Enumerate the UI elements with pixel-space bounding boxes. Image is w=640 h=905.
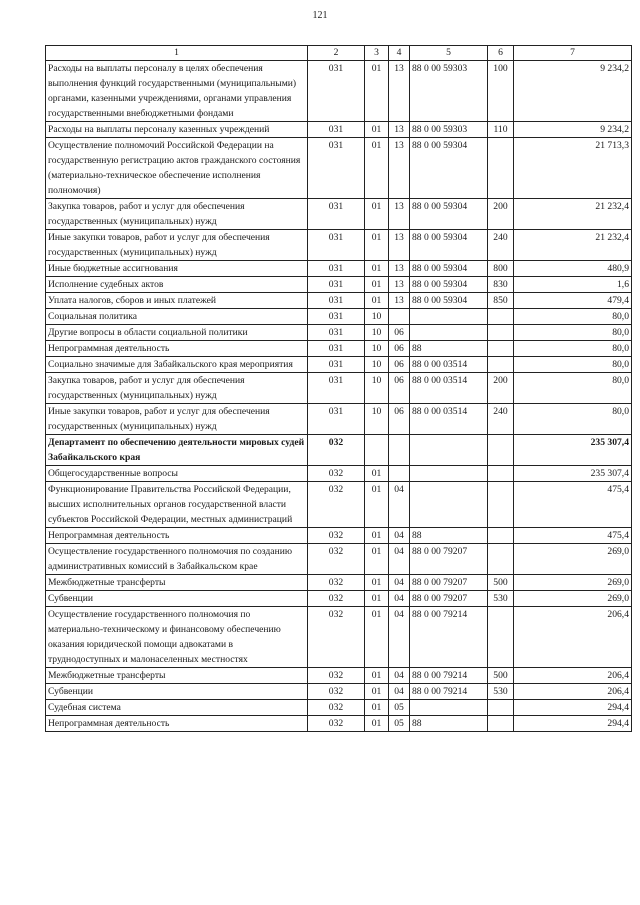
expense-type-cell [488, 700, 514, 716]
amount-cell: 80,0 [514, 325, 632, 341]
row-name-cell: Расходы на выплаты персоналу казенных учреждений [46, 122, 308, 138]
expense-type-cell: 200 [488, 373, 514, 404]
subsection-code-cell: 13 [389, 230, 410, 261]
amount-cell: 80,0 [514, 309, 632, 325]
target-article-cell: 88 0 00 03514 [410, 373, 488, 404]
table-row [46, 404, 632, 435]
table-row [46, 700, 632, 716]
column-header: 7 [514, 46, 632, 61]
page-number: 121 [312, 10, 328, 21]
table-body [46, 61, 632, 732]
table-row [46, 528, 632, 544]
ministry-code-cell: 032 [308, 591, 365, 607]
subsection-code-cell [389, 435, 410, 466]
ministry-code-cell: 032 [308, 575, 365, 591]
target-article-cell: 88 0 00 59304 [410, 199, 488, 230]
amount-cell: 206,4 [514, 684, 632, 700]
table-row [46, 544, 632, 575]
section-code-cell: 01 [365, 668, 389, 684]
ministry-code-cell: 032 [308, 716, 365, 732]
expense-type-cell [488, 466, 514, 482]
row-name-cell: Осуществление полномочий Российской Федерации на государственную регистрацию актов гражданского состояния (материально-техническое обеспечение исполнения полномочия) [46, 138, 308, 199]
amount-cell: 479,4 [514, 293, 632, 309]
target-article-cell: 88 0 00 59303 [410, 122, 488, 138]
amount-cell: 269,0 [514, 544, 632, 575]
ministry-code-cell: 031 [308, 373, 365, 404]
ministry-code-cell: 031 [308, 61, 365, 122]
subsection-code-cell: 05 [389, 716, 410, 732]
column-header: 3 [365, 46, 389, 61]
subsection-code-cell: 13 [389, 199, 410, 230]
column-header: 2 [308, 46, 365, 61]
row-name-cell: Субвенции [46, 684, 308, 700]
target-article-cell [410, 466, 488, 482]
table-row [46, 325, 632, 341]
table-row [46, 309, 632, 325]
row-name-cell: Социальная политика [46, 309, 308, 325]
expense-type-cell [488, 607, 514, 668]
section-code-cell: 01 [365, 482, 389, 528]
row-name-cell: Осуществление государственного полномочия по созданию административных комиссий в Забайкальском крае [46, 544, 308, 575]
ministry-code-cell: 031 [308, 325, 365, 341]
amount-cell: 80,0 [514, 404, 632, 435]
section-code-cell: 01 [365, 138, 389, 199]
table-row [46, 668, 632, 684]
ministry-code-cell: 032 [308, 435, 365, 466]
row-name-cell: Судебная система [46, 700, 308, 716]
column-header: 6 [488, 46, 514, 61]
table-row [46, 575, 632, 591]
amount-cell: 294,4 [514, 700, 632, 716]
ministry-code-cell: 031 [308, 261, 365, 277]
section-code-cell: 10 [365, 341, 389, 357]
amount-cell: 480,9 [514, 261, 632, 277]
subsection-code-cell: 06 [389, 404, 410, 435]
subsection-code-cell: 13 [389, 138, 410, 199]
target-article-cell: 88 0 00 79214 [410, 668, 488, 684]
table-row [46, 261, 632, 277]
table-row [46, 482, 632, 528]
amount-cell: 475,4 [514, 482, 632, 528]
row-name-cell: Субвенции [46, 591, 308, 607]
expense-type-cell [488, 341, 514, 357]
subsection-code-cell: 05 [389, 700, 410, 716]
target-article-cell: 88 0 00 79207 [410, 544, 488, 575]
section-code-cell: 01 [365, 230, 389, 261]
ministry-code-cell: 031 [308, 404, 365, 435]
row-name-cell: Иные бюджетные ассигнования [46, 261, 308, 277]
subsection-code-cell: 04 [389, 684, 410, 700]
expense-type-cell: 500 [488, 668, 514, 684]
table-row [46, 591, 632, 607]
target-article-cell: 88 0 00 79214 [410, 684, 488, 700]
expense-type-cell [488, 138, 514, 199]
section-code-cell: 01 [365, 684, 389, 700]
row-name-cell: Непрограммная деятельность [46, 716, 308, 732]
section-code-cell: 01 [365, 293, 389, 309]
subsection-code-cell: 13 [389, 261, 410, 277]
subsection-code-cell: 06 [389, 341, 410, 357]
ministry-code-cell: 032 [308, 466, 365, 482]
target-article-cell: 88 0 00 59304 [410, 261, 488, 277]
expense-type-cell [488, 482, 514, 528]
subsection-code-cell: 13 [389, 61, 410, 122]
subsection-code-cell [389, 309, 410, 325]
target-article-cell: 88 [410, 528, 488, 544]
row-name-cell: Иные закупки товаров, работ и услуг для обеспечения государственных (муниципальных) нужд [46, 230, 308, 261]
section-code-cell: 10 [365, 404, 389, 435]
section-code-cell: 01 [365, 575, 389, 591]
target-article-cell: 88 0 00 59303 [410, 61, 488, 122]
ministry-code-cell: 032 [308, 528, 365, 544]
row-name-cell: Непрограммная деятельность [46, 341, 308, 357]
table-row [46, 435, 632, 466]
expense-type-cell [488, 325, 514, 341]
section-code-cell: 01 [365, 261, 389, 277]
section-code-cell: 10 [365, 325, 389, 341]
amount-cell: 1,6 [514, 277, 632, 293]
subsection-code-cell: 06 [389, 373, 410, 404]
ministry-code-cell: 031 [308, 341, 365, 357]
row-name-cell: Закупка товаров, работ и услуг для обеспечения государственных (муниципальных) нужд [46, 373, 308, 404]
section-code-cell: 01 [365, 277, 389, 293]
subsection-code-cell: 04 [389, 544, 410, 575]
row-name-cell: Функционирование Правительства Российской Федерации, высших исполнительных органов государственной власти субъектов Российской Федерации, местных администраций [46, 482, 308, 528]
section-code-cell: 01 [365, 700, 389, 716]
expense-type-cell: 850 [488, 293, 514, 309]
amount-cell: 269,0 [514, 575, 632, 591]
column-header: 4 [389, 46, 410, 61]
ministry-code-cell: 032 [308, 668, 365, 684]
table-row [46, 293, 632, 309]
target-article-cell: 88 0 00 79214 [410, 607, 488, 668]
expense-type-cell: 100 [488, 61, 514, 122]
section-code-cell: 01 [365, 61, 389, 122]
target-article-cell [410, 435, 488, 466]
ministry-code-cell: 031 [308, 357, 365, 373]
row-name-cell: Расходы на выплаты персоналу в целях обеспечения выполнения функций государственными (муниципальными) органами, казенными учреждениями, органами управления государственными внебюджетными фондами [46, 61, 308, 122]
table-row [46, 607, 632, 668]
expense-type-cell: 830 [488, 277, 514, 293]
ministry-code-cell: 032 [308, 684, 365, 700]
amount-cell: 294,4 [514, 716, 632, 732]
row-name-cell: Межбюджетные трансферты [46, 575, 308, 591]
target-article-cell: 88 0 00 79207 [410, 591, 488, 607]
amount-cell: 9 234,2 [514, 122, 632, 138]
subsection-code-cell: 13 [389, 122, 410, 138]
amount-cell: 235 307,4 [514, 435, 632, 466]
row-name-cell: Межбюджетные трансферты [46, 668, 308, 684]
section-code-cell: 01 [365, 122, 389, 138]
expense-type-cell: 200 [488, 199, 514, 230]
amount-cell: 9 234,2 [514, 61, 632, 122]
expense-type-cell: 240 [488, 404, 514, 435]
table-row [46, 684, 632, 700]
section-code-cell: 10 [365, 357, 389, 373]
subsection-code-cell: 13 [389, 277, 410, 293]
row-name-cell: Департамент по обеспечению деятельности мировых судей Забайкальского края [46, 435, 308, 466]
table-row [46, 466, 632, 482]
target-article-cell [410, 309, 488, 325]
row-name-cell: Осуществление государственного полномочия по материально-техническому и финансовому обеспечению оказания юридической помощи адвокатами в труднодоступных и малонаселенных местностях [46, 607, 308, 668]
amount-cell: 206,4 [514, 607, 632, 668]
amount-cell: 206,4 [514, 668, 632, 684]
amount-cell: 21 713,3 [514, 138, 632, 199]
section-code-cell: 01 [365, 607, 389, 668]
expense-type-cell [488, 357, 514, 373]
ministry-code-cell: 032 [308, 700, 365, 716]
column-number-row [46, 46, 632, 61]
table-row [46, 341, 632, 357]
subsection-code-cell: 04 [389, 668, 410, 684]
ministry-code-cell: 031 [308, 230, 365, 261]
row-name-cell: Уплата налогов, сборов и иных платежей [46, 293, 308, 309]
subsection-code-cell: 04 [389, 528, 410, 544]
subsection-code-cell: 06 [389, 325, 410, 341]
table-row [46, 277, 632, 293]
expense-type-cell [488, 544, 514, 575]
subsection-code-cell: 04 [389, 575, 410, 591]
ministry-code-cell: 031 [308, 309, 365, 325]
subsection-code-cell: 04 [389, 607, 410, 668]
amount-cell: 235 307,4 [514, 466, 632, 482]
expense-type-cell [488, 716, 514, 732]
table-row [46, 373, 632, 404]
row-name-cell: Другие вопросы в области социальной политики [46, 325, 308, 341]
row-name-cell: Исполнение судебных актов [46, 277, 308, 293]
table-row [46, 61, 632, 122]
expense-type-cell [488, 528, 514, 544]
target-article-cell: 88 0 00 59304 [410, 277, 488, 293]
section-code-cell: 01 [365, 591, 389, 607]
table-row [46, 357, 632, 373]
section-code-cell: 10 [365, 373, 389, 404]
subsection-code-cell: 04 [389, 591, 410, 607]
table-row [46, 138, 632, 199]
amount-cell: 80,0 [514, 357, 632, 373]
expense-type-cell [488, 435, 514, 466]
ministry-code-cell: 031 [308, 138, 365, 199]
ministry-code-cell: 031 [308, 293, 365, 309]
amount-cell: 80,0 [514, 341, 632, 357]
table-row [46, 122, 632, 138]
subsection-code-cell [389, 466, 410, 482]
section-code-cell: 01 [365, 466, 389, 482]
section-code-cell: 01 [365, 544, 389, 575]
row-name-cell: Непрограммная деятельность [46, 528, 308, 544]
section-code-cell: 01 [365, 199, 389, 230]
table-row [46, 199, 632, 230]
target-article-cell: 88 0 00 79207 [410, 575, 488, 591]
row-name-cell: Социально значимые для Забайкальского края мероприятия [46, 357, 308, 373]
ministry-code-cell: 031 [308, 122, 365, 138]
expense-type-cell: 530 [488, 591, 514, 607]
amount-cell: 475,4 [514, 528, 632, 544]
budget-table [45, 45, 632, 732]
target-article-cell [410, 482, 488, 528]
subsection-code-cell: 13 [389, 293, 410, 309]
ministry-code-cell: 032 [308, 482, 365, 528]
section-code-cell: 01 [365, 716, 389, 732]
section-code-cell: 10 [365, 309, 389, 325]
section-code-cell: 01 [365, 528, 389, 544]
expense-type-cell: 500 [488, 575, 514, 591]
expense-type-cell: 530 [488, 684, 514, 700]
column-header: 5 [410, 46, 488, 61]
row-name-cell: Закупка товаров, работ и услуг для обеспечения государственных (муниципальных) нужд [46, 199, 308, 230]
subsection-code-cell: 04 [389, 482, 410, 528]
target-article-cell [410, 700, 488, 716]
amount-cell: 21 232,4 [514, 230, 632, 261]
expense-type-cell: 240 [488, 230, 514, 261]
target-article-cell: 88 [410, 716, 488, 732]
row-name-cell: Общегосударственные вопросы [46, 466, 308, 482]
amount-cell: 269,0 [514, 591, 632, 607]
row-name-cell: Иные закупки товаров, работ и услуг для обеспечения государственных (муниципальных) нужд [46, 404, 308, 435]
ministry-code-cell: 031 [308, 277, 365, 293]
section-code-cell [365, 435, 389, 466]
expense-type-cell: 800 [488, 261, 514, 277]
column-header: 1 [46, 46, 308, 61]
table-row [46, 230, 632, 261]
target-article-cell [410, 325, 488, 341]
target-article-cell: 88 0 00 59304 [410, 293, 488, 309]
target-article-cell: 88 0 00 03514 [410, 404, 488, 435]
target-article-cell: 88 0 00 59304 [410, 138, 488, 199]
amount-cell: 21 232,4 [514, 199, 632, 230]
ministry-code-cell: 031 [308, 199, 365, 230]
ministry-code-cell: 032 [308, 544, 365, 575]
target-article-cell: 88 0 00 03514 [410, 357, 488, 373]
expense-type-cell: 110 [488, 122, 514, 138]
target-article-cell: 88 0 00 59304 [410, 230, 488, 261]
expense-type-cell [488, 309, 514, 325]
target-article-cell: 88 [410, 341, 488, 357]
table-row [46, 716, 632, 732]
subsection-code-cell: 06 [389, 357, 410, 373]
amount-cell: 80,0 [514, 373, 632, 404]
ministry-code-cell: 032 [308, 607, 365, 668]
